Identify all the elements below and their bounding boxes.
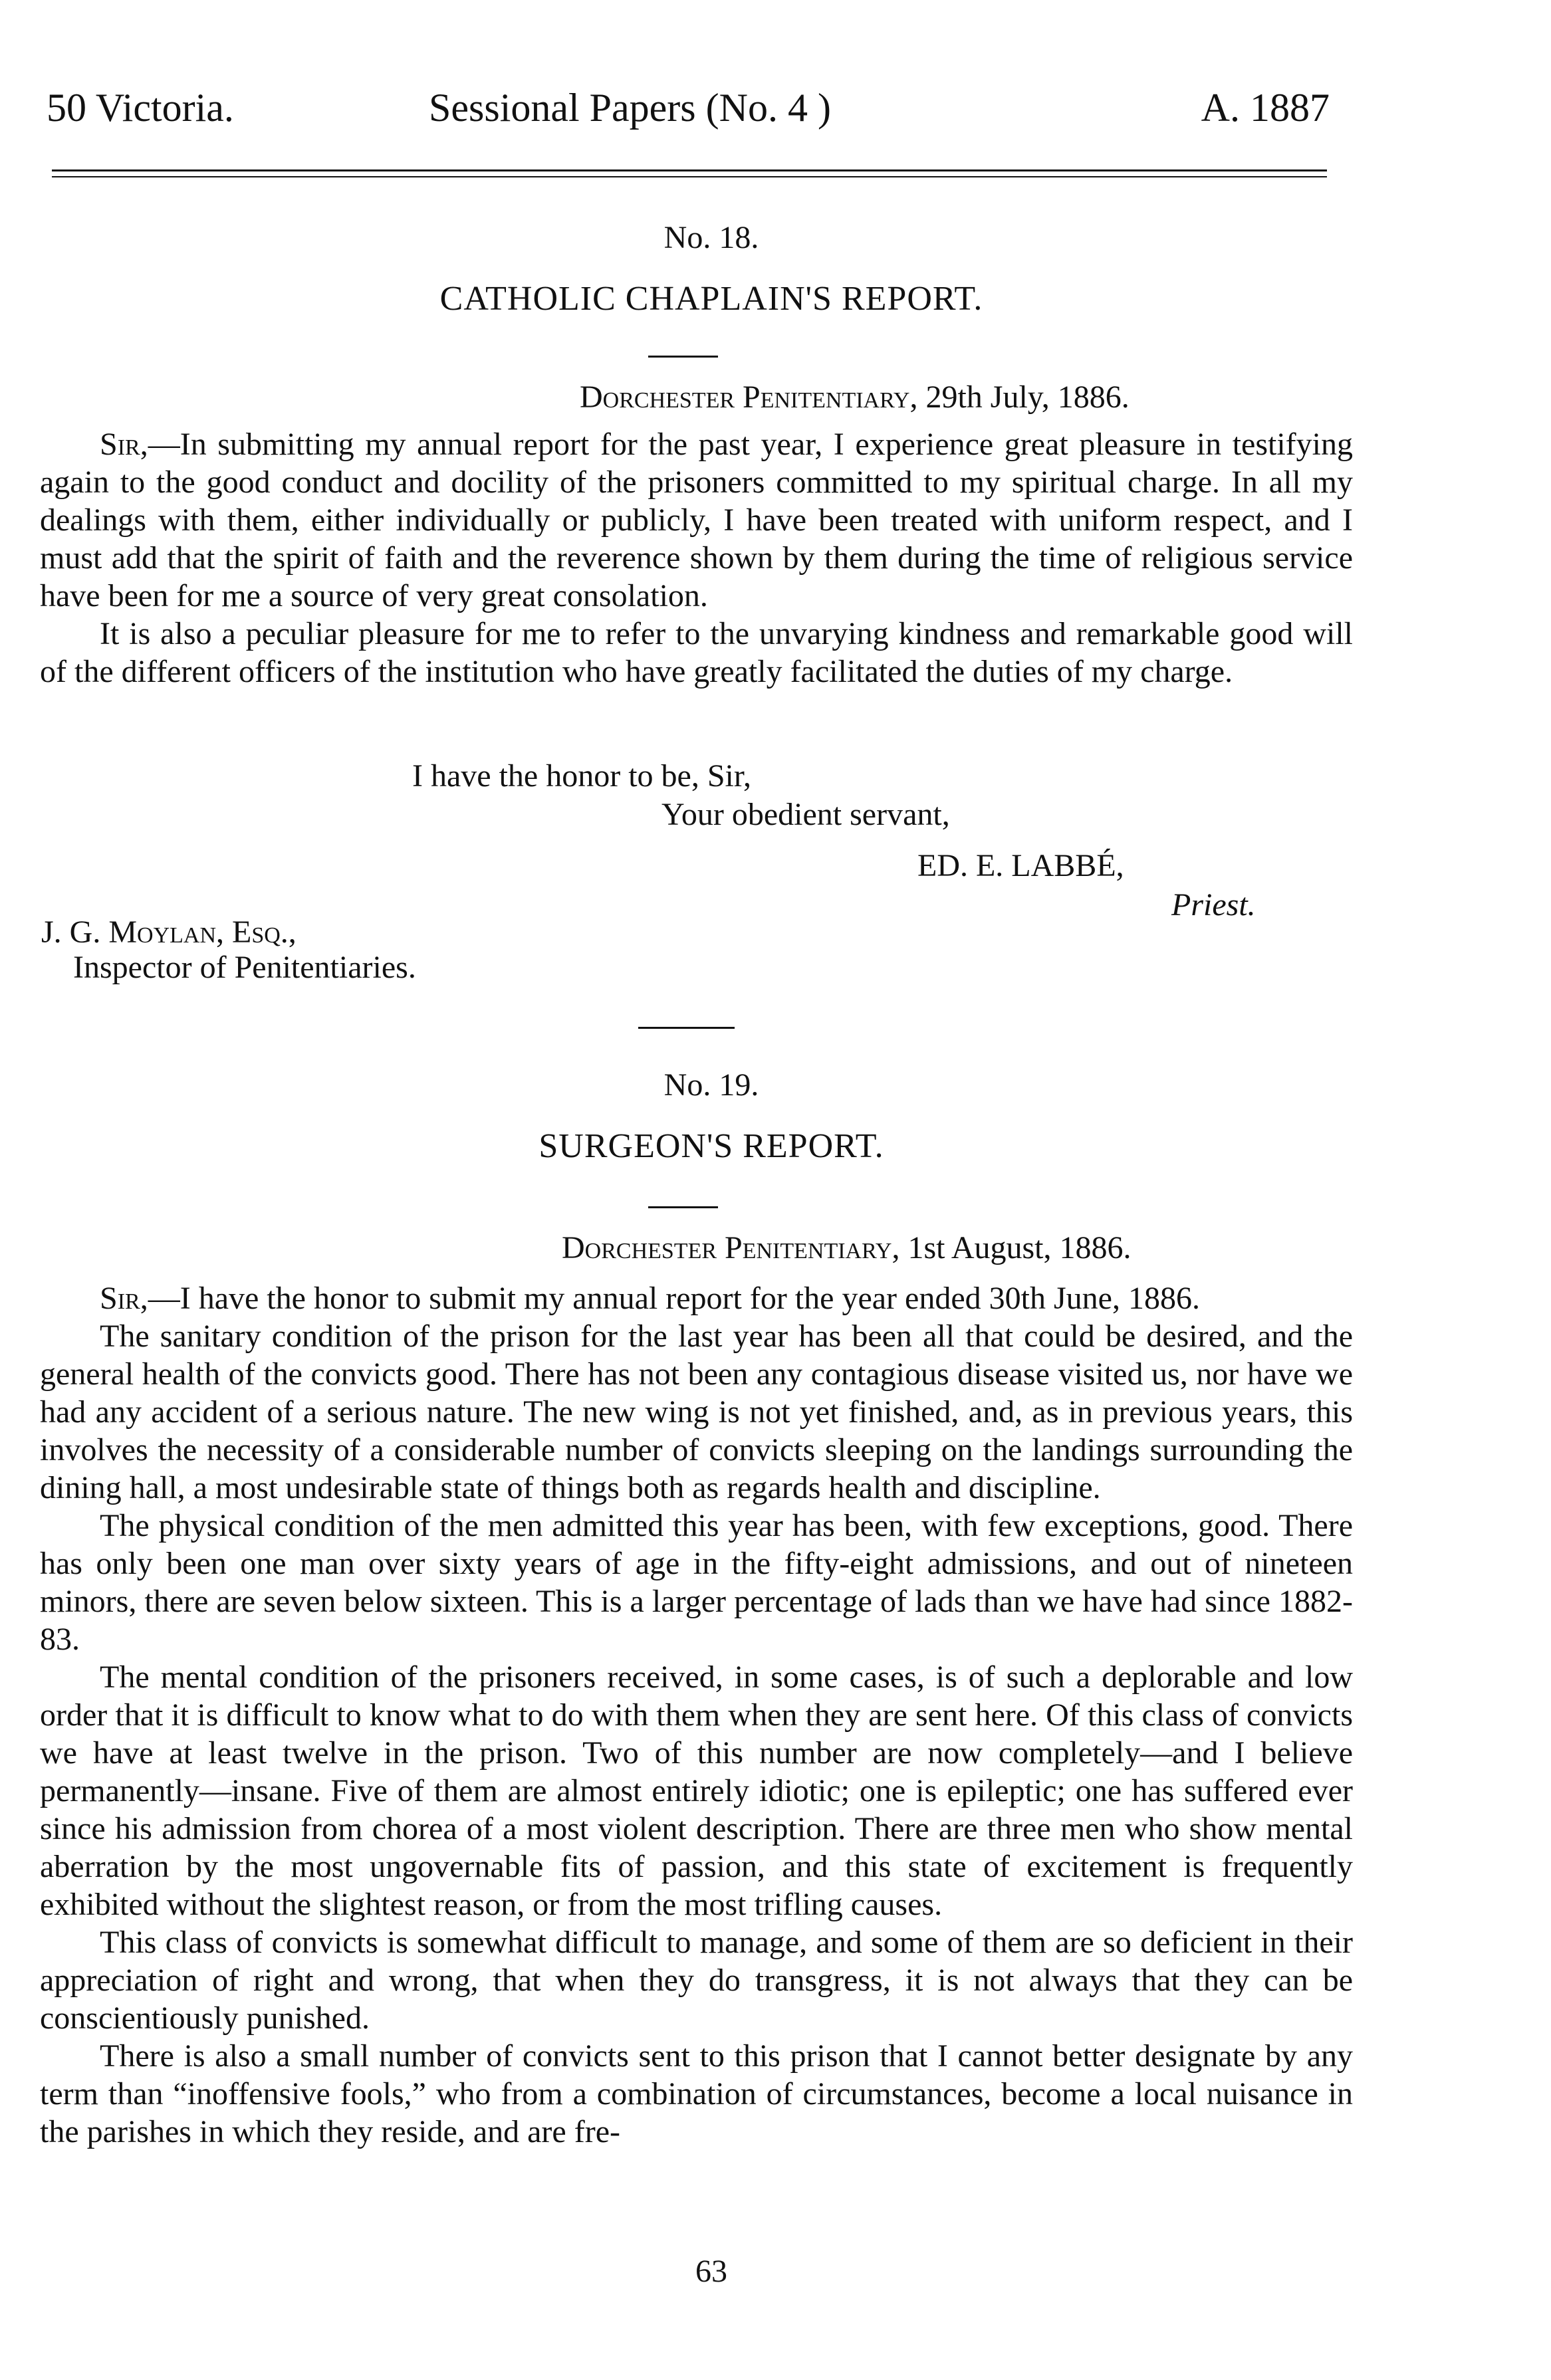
- report-18-addressee-title: Inspector of Penitentiaries.: [73, 950, 416, 985]
- header-session: 50 Victoria.: [47, 86, 234, 130]
- report-19-title: SURGEON'S REPORT.: [538, 1127, 884, 1165]
- report-18-salutation: Sir,: [100, 427, 148, 462]
- report-18-signature: ED. E. LABBÉ,: [917, 848, 1124, 883]
- report-18-title: CATHOLIC CHAPLAIN'S REPORT.: [439, 280, 983, 318]
- report-19-title-rule: [648, 1206, 718, 1208]
- header-double-rule: [52, 169, 1327, 177]
- report-18-addressee-name: J. G. Moylan, Esq.,: [41, 915, 297, 950]
- report-18-closing-2: Your obedient servant,: [661, 797, 950, 832]
- report-19-salutation: Sir,: [100, 1281, 148, 1316]
- report-19-paragraph-2: The sanitary condition of the prison for the last year has been all that could be desired, and the general health of the convicts good. There has not been any contagious disease visited us, nor have we had any accident of a serious nature. The new wing is not yet finished, and, as in previous years, this involves the necessity of a considerable number of convicts sleeping on the landings surrounding the dining hall, a most undesirable state of things both as regards health and discipline.: [40, 1319, 1353, 1505]
- report-19-paragraph-1: [40, 1279, 1353, 1317]
- report-18-number: No. 18.: [663, 220, 759, 255]
- header-sessional-papers: Sessional Papers (No. 4 ): [429, 86, 831, 130]
- report-19-paragraph-3: The physical condition of the men admitted this year has been, with few exceptions, good. There has only been one man over sixty years of age in the fifty-eight admissions, and out of nineteen minors, there are seven below sixteen. This is a larger percentage of lads than we have had since 1882-83.: [40, 1508, 1353, 1657]
- page-number: 63: [695, 2254, 727, 2289]
- running-header: [47, 78, 1330, 138]
- report-19-body: [40, 1279, 1353, 2151]
- report-19-paragraph-6: There is also a small number of convicts sent to this prison that I cannot better designate by any term than “inoffensive fools,” who from a combination of circumstances, become a local nuisance in the parishes in which they reside, and are fre-: [40, 2038, 1353, 2149]
- report-18-title-rule: [648, 356, 718, 358]
- report-18-signature-title: Priest.: [1171, 887, 1256, 922]
- report-19-paragraph-4: The mental condition of the prisoners received, in some cases, is of such a deplorable and low order that it is difficult to know what to do with them when they are sent here. Of this class of convicts we have at least twelve in the prison. Two of this number are now completely—and I believe permanently—insane. Five of them are almost entirely idiotic; one is epileptic; one has suffered ever since his admission from chorea of a most violent description. There are three men who show mental aberration by the most ungovernable fits of passion, and this state of excitement is frequently exhibited without the slightest reason, or from the most trifling causes.: [40, 1660, 1353, 1922]
- report-19-number: No. 19.: [663, 1067, 759, 1103]
- report-19-paragraph-1-text: —I have the honor to submit my annual report for the year ended 30th June, 1886.: [148, 1281, 1200, 1316]
- report-19-dateline-date: 1st August, 1886.: [907, 1230, 1132, 1265]
- report-18-body: [40, 425, 1353, 691]
- report-18-dateline: [580, 379, 1130, 415]
- report-19-dateline: [562, 1230, 1132, 1266]
- report-18-paragraph-2: It is also a peculiar pleasure for me to refer to the unvarying kindness and remarkable good will of the different officers of the institution who have greatly facilitated the duties of my charge.: [40, 616, 1353, 689]
- header-year: A. 1887: [1201, 86, 1330, 130]
- report-18-paragraph-1-text: —In submitting my annual report for the past year, I experience great pleasure in testifying again to the good conduct and docility of the prisoners committed to my spiritual charge. In all my dealings with them, either individually or publicly, I have been treated with uniform respect, and I must add that the spirit of faith and the reverence shown by them during the time of religious service have been for me a source of very great consolation.: [40, 427, 1353, 613]
- report-18-dateline-date: 29th July, 1886.: [925, 379, 1130, 415]
- report-19-dateline-place: Dorchester Penitentiary,: [562, 1230, 900, 1265]
- report-18-paragraph-1: [40, 425, 1353, 615]
- report-19-paragraph-5: This class of convicts is somewhat difficult to manage, and some of them are so deficient in their appreciation of right and wrong, that when they do transgress, it is not always that they can be conscientiously punished.: [40, 1925, 1353, 2036]
- report-18-dateline-place: Dorchester Penitentiary,: [580, 379, 918, 415]
- section-separator-rule: [638, 1027, 735, 1029]
- report-18-closing-1: I have the honor to be, Sir,: [412, 758, 751, 794]
